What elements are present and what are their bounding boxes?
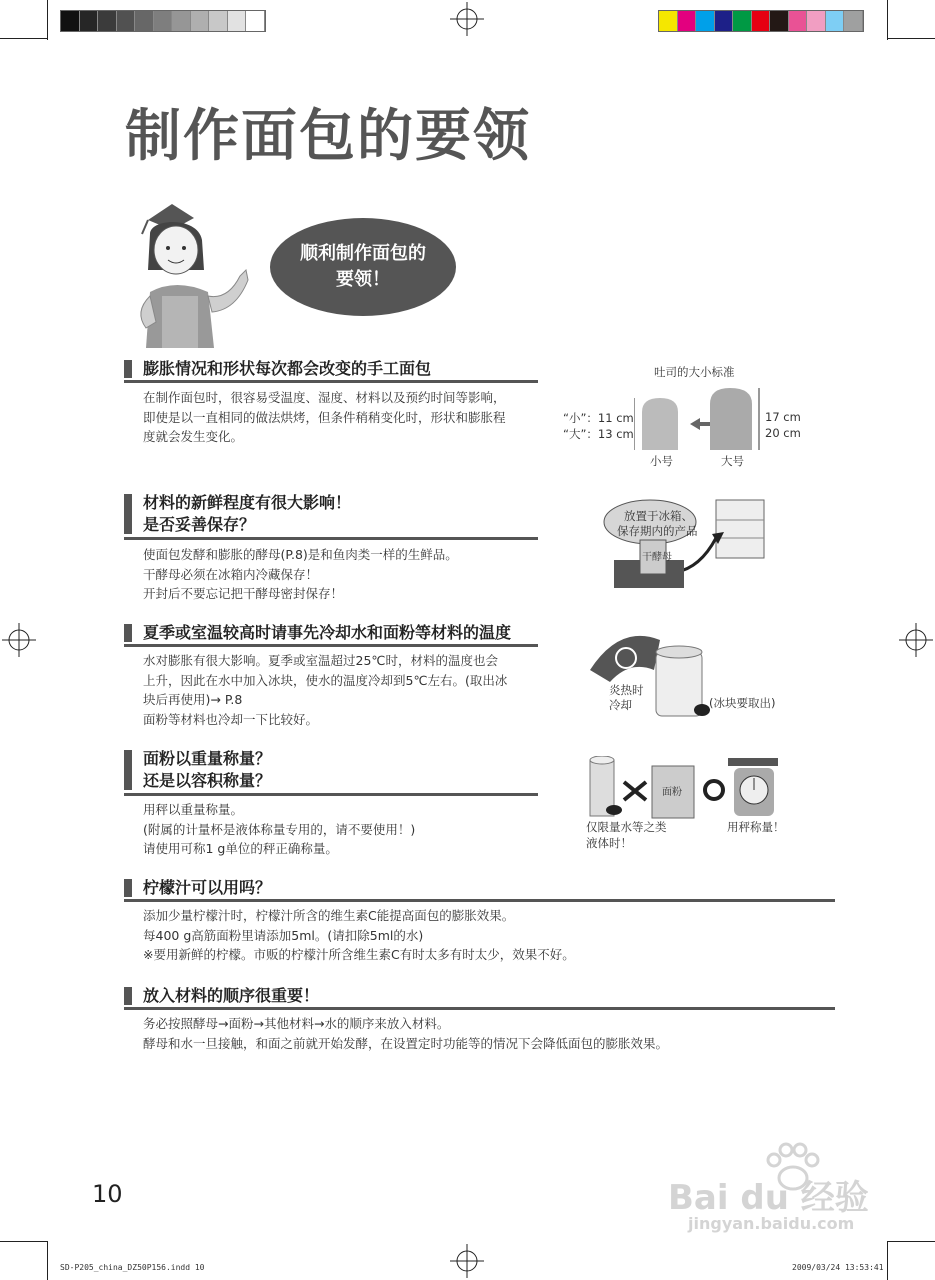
section-rule <box>124 899 835 902</box>
weighing-illustration <box>588 756 786 820</box>
color-swatch <box>826 11 845 31</box>
toast-height-large: 20 cm <box>765 426 801 440</box>
fridge-cloud-line1: 放置于冰箱、 <box>624 509 693 523</box>
cool-label-line1: 炎热时 <box>609 683 644 697</box>
body-line: 酵母和水一旦接触，和面之前就开始发酵，在设置定时功能等的情况下会降低面包的膨胀效果。 <box>143 1035 669 1051</box>
toast-small-size: “小”：11 cm <box>563 411 634 425</box>
color-swatch <box>733 11 752 31</box>
color-swatch <box>117 11 136 31</box>
page-title: 制作面包的要领 <box>125 104 531 169</box>
body-line: 添加少量柠檬汁时，柠檬汁所含的维生素C能提高面包的膨胀效果。 <box>143 908 515 923</box>
toast-illustration <box>634 384 760 454</box>
section-heading <box>124 358 544 380</box>
section-marker <box>124 360 132 378</box>
crop-mark <box>887 1241 888 1280</box>
teacher-illustration <box>128 200 260 348</box>
section-heading-text: 柠檬汁可以用吗？ <box>143 878 272 897</box>
section-body <box>143 388 506 447</box>
section-heading <box>124 985 544 1007</box>
footer-timestamp: 2009/03/24 13:53:41 <box>792 1263 884 1272</box>
watermark-brand: Bai du 经验 <box>668 1178 869 1218</box>
color-swatch <box>807 11 826 31</box>
section-heading <box>124 748 544 794</box>
section-marker <box>124 624 132 642</box>
flour-label: 面粉 <box>662 787 682 798</box>
crop-mark <box>887 1241 935 1242</box>
section-heading-text: 材料的新鲜程度有很大影响！ <box>143 493 352 512</box>
color-swatch <box>154 11 173 31</box>
body-line: 块后再使用)→ P.8 <box>143 692 243 707</box>
scale-caption: 用秤称量！ <box>727 820 785 834</box>
color-swatch <box>770 11 789 31</box>
ice-note: (冰块要取出) <box>709 696 776 710</box>
section-heading <box>124 492 544 538</box>
color-swatch <box>844 11 863 31</box>
section-body <box>143 906 575 965</box>
toast-height-small: 17 cm <box>765 410 801 424</box>
section-rule <box>124 537 538 540</box>
crop-mark <box>47 1241 48 1280</box>
registration-mark <box>450 2 484 36</box>
section-marker <box>124 494 132 534</box>
speech-bubble <box>270 218 456 316</box>
section-heading-text: 夏季或室温较高时请事先冷却水和面粉等材料的温度 <box>143 623 512 642</box>
grayscale-bar <box>60 10 266 32</box>
registration-mark <box>899 623 933 657</box>
body-line: 面粉等材料也冷却一下比较好。 <box>143 711 319 727</box>
color-swatch <box>678 11 697 31</box>
cool-label-line2: 冷却 <box>609 698 632 712</box>
section-rule <box>124 1007 835 1010</box>
crop-mark <box>47 0 48 40</box>
footer-file-info: SD-P205_china_DZ50P156.indd 10 <box>60 1263 205 1272</box>
color-swatch <box>80 11 99 31</box>
crop-mark <box>887 0 888 40</box>
section-heading <box>124 877 544 899</box>
section-body <box>143 545 458 604</box>
watermark-url: jingyan.baidu.com <box>688 1214 855 1233</box>
section-rule <box>124 644 538 647</box>
body-line: 在制作面包时，很容易受温度、湿度、材料以及预约时间等影响， <box>143 390 506 405</box>
color-swatch <box>61 11 80 31</box>
crop-mark <box>0 1241 48 1242</box>
toast-large-caption: 大号 <box>721 454 744 468</box>
color-swatch <box>715 11 734 31</box>
section-rule <box>124 380 538 383</box>
bubble-line-1: 顺利制作面包的 <box>300 243 426 264</box>
color-swatch <box>659 11 678 31</box>
crop-mark <box>887 38 935 39</box>
registration-mark <box>2 623 36 657</box>
section-body <box>143 1014 668 1053</box>
body-line: 请使用可称1 g单位的秤正确称量。 <box>143 841 338 856</box>
cup-note-line2: 液体时！ <box>586 836 632 850</box>
section-heading-text: 面粉以重量称量？ <box>143 749 272 768</box>
body-line: 干酵母必须在冰箱内冷藏保存！ <box>143 566 319 582</box>
section-marker <box>124 879 132 897</box>
color-swatch <box>789 11 808 31</box>
toast-small-caption: 小号 <box>650 454 673 468</box>
toast-figure-title: 吐司的大小标准 <box>654 365 735 379</box>
body-line: 即使是以一直相同的做法烘烤，但条件稍稍变化时，形状和膨胀程 <box>143 409 506 425</box>
body-line: 开封后不要忘记把干酵母密封保存！ <box>143 586 344 601</box>
cup-note-line1: 仅限量水等之类 <box>586 820 667 834</box>
crop-mark <box>0 38 48 39</box>
color-swatch <box>98 11 117 31</box>
body-line: 度就会发生变化。 <box>143 429 244 444</box>
color-swatch <box>172 11 191 31</box>
color-swatch <box>752 11 771 31</box>
toast-large-size: “大”：13 cm <box>563 427 634 441</box>
color-swatch <box>228 11 247 31</box>
section-marker <box>124 750 132 790</box>
color-bar <box>658 10 864 32</box>
body-line: 用秤以重量称量。 <box>143 802 244 817</box>
yeast-label: 干酵母 <box>642 552 672 563</box>
section-body <box>143 800 415 859</box>
section-heading <box>124 622 544 644</box>
fridge-cloud-line2: 保存期内的产品 <box>617 524 698 538</box>
section-marker <box>124 987 132 1005</box>
page-number: 10 <box>92 1180 123 1208</box>
body-line: 每400 g高筋面粉里请添加5ml。(请扣除5ml的水) <box>143 927 424 943</box>
body-line: 使面包发酵和膨胀的酵母(P.8)是和鱼肉类一样的生鲜品。 <box>143 547 458 562</box>
section-heading-text: 还是以容积称量？ <box>143 771 272 790</box>
body-line: (附属的计量杯是液体称量专用的，请不要使用！) <box>143 821 416 837</box>
body-line: 务必按照酵母→面粉→其他材料→水的顺序来放入材料。 <box>143 1016 450 1031</box>
body-line: ※要用新鲜的柠檬。市贩的柠檬汁所含维生素C有时太多有时太少，效果不好。 <box>143 947 575 962</box>
section-heading-text: 放入材料的顺序很重要！ <box>143 986 320 1005</box>
section-rule <box>124 793 538 796</box>
bubble-line-2: 要领！ <box>336 269 390 290</box>
color-swatch <box>696 11 715 31</box>
section-heading-text: 是否妥善保存？ <box>143 515 256 534</box>
body-line: 上升，因此在水中加入冰块，使水的温度冷却到5℃左右。(取出冰 <box>143 672 508 688</box>
registration-mark <box>450 1244 484 1278</box>
section-heading-text: 膨胀情况和形状每次都会改变的手工面包 <box>143 359 432 378</box>
color-swatch <box>209 11 228 31</box>
color-swatch <box>135 11 154 31</box>
section-body <box>143 651 507 729</box>
color-swatch <box>191 11 210 31</box>
color-swatch <box>246 11 265 31</box>
body-line: 水对膨胀有很大影响。夏季或室温超过25℃时，材料的温度也会 <box>143 653 498 668</box>
